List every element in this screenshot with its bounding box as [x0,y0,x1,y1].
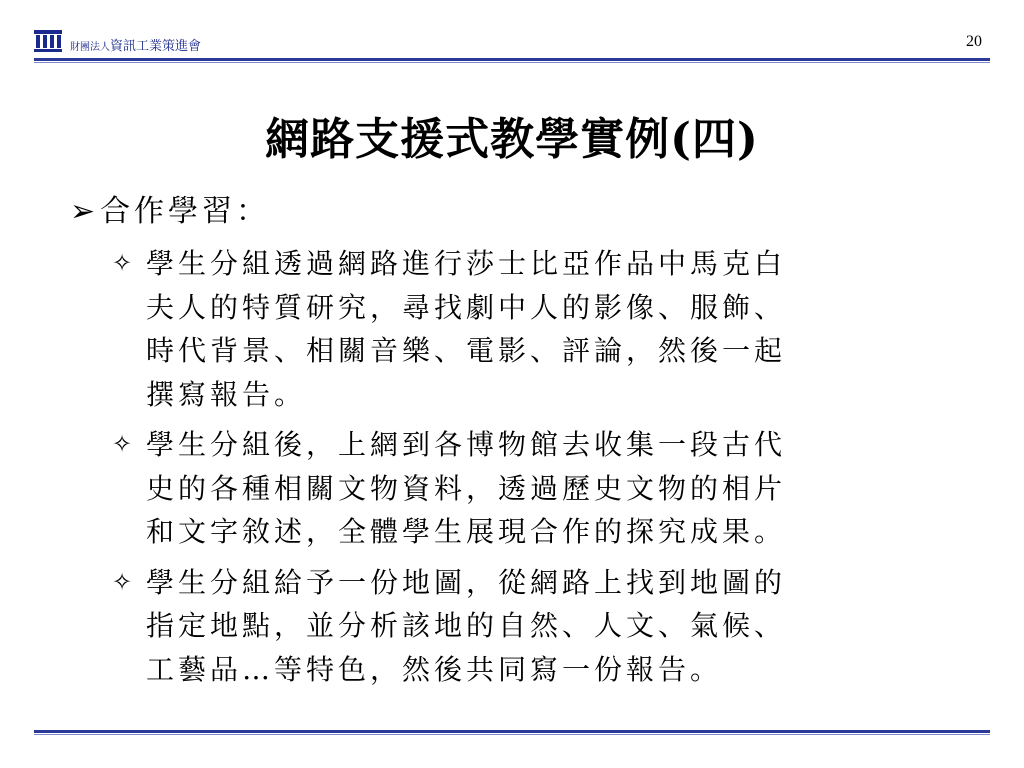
diamond-bullet-icon: ✧ [112,430,133,458]
heading-text: 合作學習： [100,194,270,229]
list-item [112,242,952,416]
list-item [112,561,952,692]
header-divider [34,58,990,63]
heading-bullet-item [70,186,270,230]
list-item-line: 夫人的特質研究，尋找劇中人的影像、服飾、 [146,290,787,324]
list-item-line: 指定地點，並分析該地的自然、人文、氣候、 [146,609,787,642]
org-title: 資訊工業策進會 [110,39,202,54]
slide-header [0,0,1024,64]
diamond-bullet-icon: ✧ [112,249,133,277]
bullet-list [112,242,952,698]
list-item-line: 工藝品…等特色，然後共同寫一份報告。 [146,652,723,686]
list-item-line: 撰寫報告。 [146,377,307,411]
building-pillars-icon [34,30,62,52]
list-item [112,423,952,554]
footer-divider [34,730,990,735]
diamond-bullet-icon: ✧ [112,567,133,596]
list-item-line: 學生分組透過網路進行莎士比亞作品中馬克白 [146,247,787,280]
page-number: 20 [966,33,982,50]
list-item-line: 史的各種相關文物資料，透過歷史文物的相片 [146,471,787,505]
list-item-line: 學生分組給予一份地圖，從網路上找到地圖的 [146,565,787,599]
list-item-line: 學生分組後，上網到各博物館去收集一段古代 [146,428,787,461]
slide-title: 網路支援式教學實例(四) [265,114,759,165]
org-prefix: 財團法人 [70,42,110,53]
arrow-bullet-icon: ➢ [70,194,96,229]
list-item-line: 時代背景、相關音樂、電影、評論，然後一起 [146,334,787,367]
organization-name [70,35,201,54]
list-item-line: 和文字敘述，全體學生展現合作的探究成果。 [146,515,787,548]
